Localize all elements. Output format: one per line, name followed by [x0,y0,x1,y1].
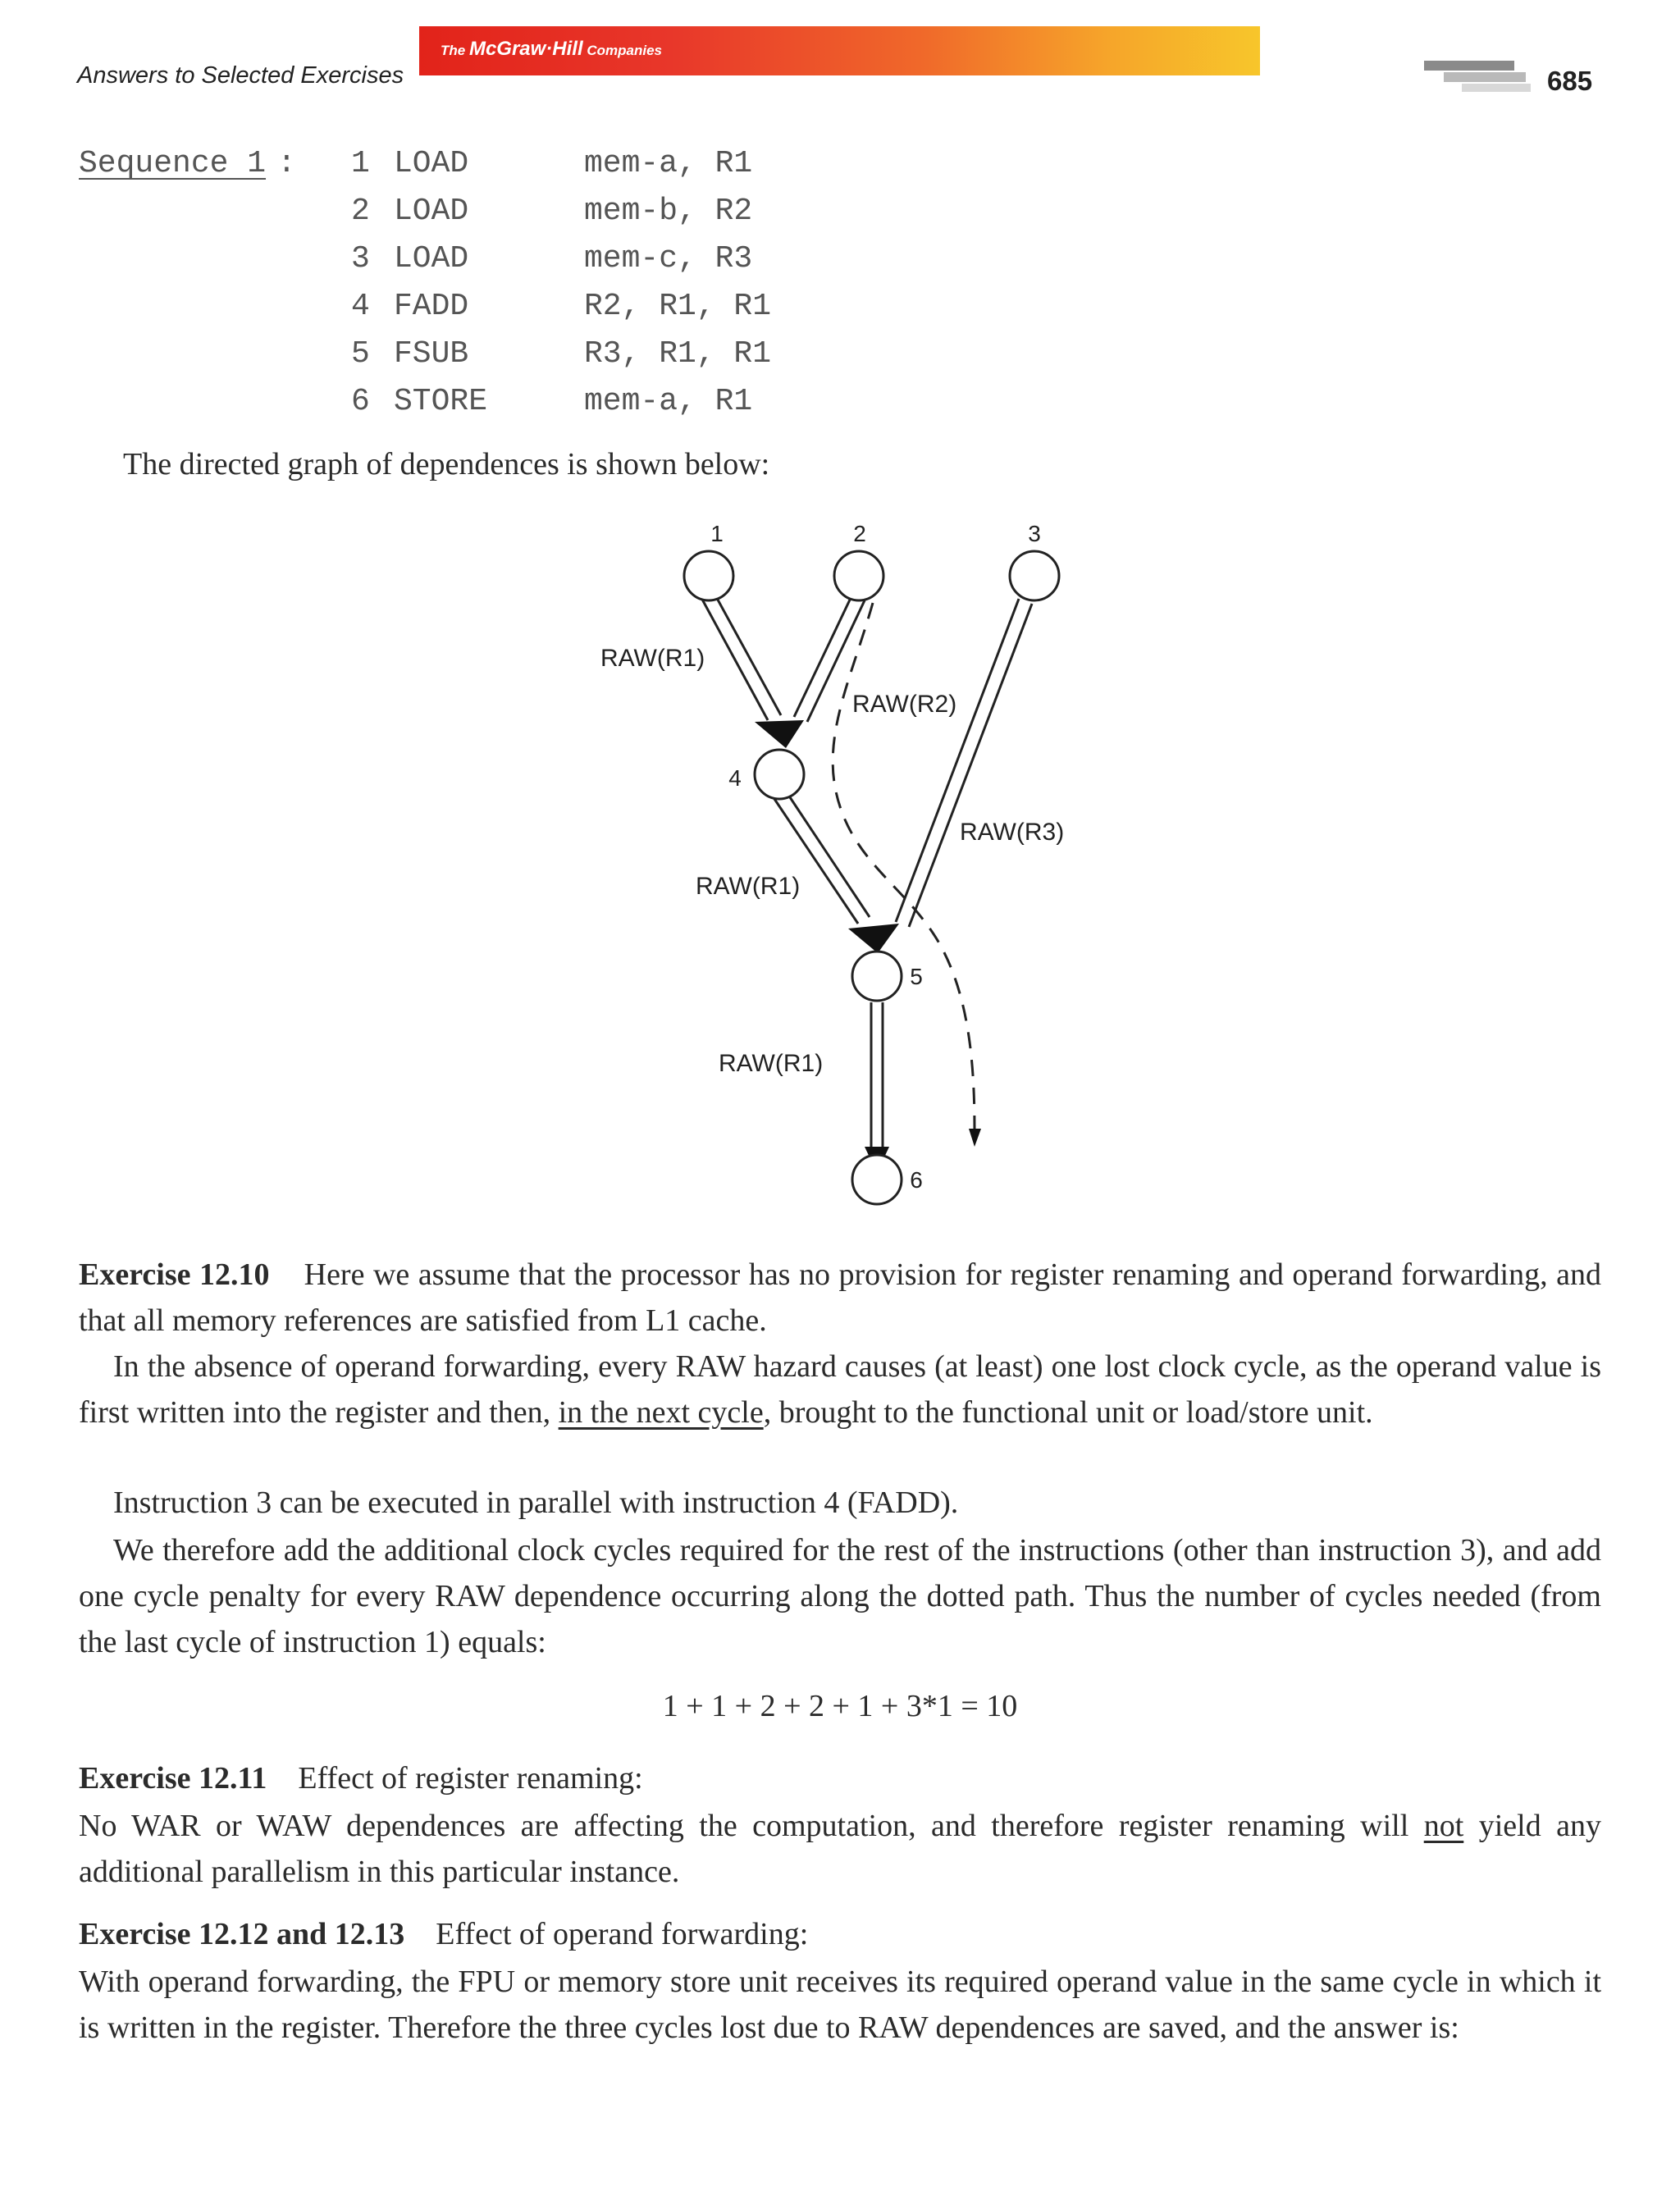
edge-3-5 [896,599,1032,927]
exercise-title: Exercise 12.10 [79,1257,270,1292]
exercise-12-10-paragraph: Instruction 3 can be executed in parallel with instruction 4 (FADD). [113,1485,959,1520]
node-3 [1010,551,1059,600]
exercise-12-10-paragraph [79,1344,1601,1435]
instruction-opcode: LOAD [394,146,469,181]
running-title: Answers to Selected Exercises [77,62,404,89]
graph-intro: The directed graph of dependences is shown below: [123,447,770,481]
instruction-opcode: FSUB [394,336,469,372]
instruction-operands: R3, R1, R1 [584,336,772,372]
edge-label: RAW(R1) [600,645,705,672]
node-label: 2 [853,521,866,546]
paragraph-text: , brought to the functional unit or load/store unit. [763,1395,1373,1430]
node-1 [684,551,733,600]
instruction-operands: mem-a, R1 [584,146,753,181]
arrowhead [755,720,804,748]
critical-path-dashed [833,603,975,1130]
instruction-operands: mem-a, R1 [584,384,753,419]
instruction-number: 3 [351,241,370,276]
cycle-equation: 1 + 1 + 2 + 2 + 1 + 3*1 = 10 [662,1689,1018,1723]
exercise-12-10-paragraph: We therefore add the additional clock cycles required for the rest of the instructions (other than instruction 3), and add one cycle penalty for every RAW dependence occurring along the dotted path. Thus the number of cycles needed (from the last cycle of instruction 1) equals: [79,1533,1601,1659]
node-2 [834,551,883,600]
node-label: 6 [910,1167,923,1193]
instruction-operands: R2, R1, R1 [584,289,772,324]
arrowhead [969,1129,981,1147]
paragraph-text: No WAR or WAW dependences are affecting the computation, and therefore register renaming will [79,1809,1424,1843]
instruction-operands: mem-b, R2 [584,194,753,229]
instruction-opcode: STORE [394,384,488,419]
paragraph-text: Here we assume that the processor has no provision for register renaming and operand forwarding, and that all memory references are satisfied from L1 cache. [79,1257,1601,1338]
sequence-colon: : [277,146,296,181]
instruction-number: 6 [351,384,370,419]
underlined-text: in the next cycle [558,1395,764,1430]
edge-1-4 [701,592,781,720]
edge-4-5 [771,787,870,924]
page-number: 685 [1547,66,1593,96]
publisher-logo: The McGraw·Hill Companies [441,38,663,60]
exercise-12-12-heading [79,1911,1601,1957]
edge-label: RAW(R1) [719,1050,824,1077]
node-4 [755,750,804,799]
edge-label: RAW(R1) [696,873,801,900]
instruction-number: 2 [351,194,370,229]
node-label: 3 [1028,521,1041,546]
exercise-12-11-heading [79,1755,1601,1801]
arrowhead [848,924,899,953]
exercise-12-11-paragraph [79,1803,1601,1895]
paragraph-text: yield any additional parallelism in this particular instance. [79,1809,1601,1889]
exercise-12-12-paragraph: With operand forwarding, the FPU or memory store unit receives its required operand value in the same cycle in which it is written in the register. Therefore the three cycles lost due to RAW dependences are saved, and the answer is: [79,1965,1601,2045]
node-label: 1 [710,521,724,546]
instruction-opcode: LOAD [394,241,469,276]
exercise-12-10-intro [79,1252,1601,1344]
exercise-title: Exercise 12.11 [79,1761,267,1796]
instruction-opcode: FADD [394,289,469,324]
instruction-number: 4 [351,289,370,324]
instruction-operands: mem-c, R3 [584,241,753,276]
exercise-title: Exercise 12.12 and 12.13 [79,1917,405,1951]
node-label: 5 [910,964,923,989]
instruction-number: 5 [351,336,370,372]
exercise-subtitle: Effect of operand forwarding: [436,1917,809,1951]
underlined-text: not [1423,1809,1464,1843]
edge-5-6 [871,1002,883,1148]
edge-label: RAW(R3) [960,819,1065,846]
paragraph-text: In the absence of operand forwarding, every RAW hazard causes (at least) one lost clock cycle, as the operand value is first written into the register and then, [79,1349,1601,1430]
node-label: 4 [728,765,742,791]
instruction-number: 1 [351,146,370,181]
node-6 [852,1155,902,1204]
sequence-label: Sequence 1 [79,146,267,181]
node-5 [852,951,902,1001]
edge-label: RAW(R2) [852,691,957,718]
exercise-subtitle: Effect of register renaming: [298,1761,643,1796]
instruction-opcode: LOAD [394,194,469,229]
